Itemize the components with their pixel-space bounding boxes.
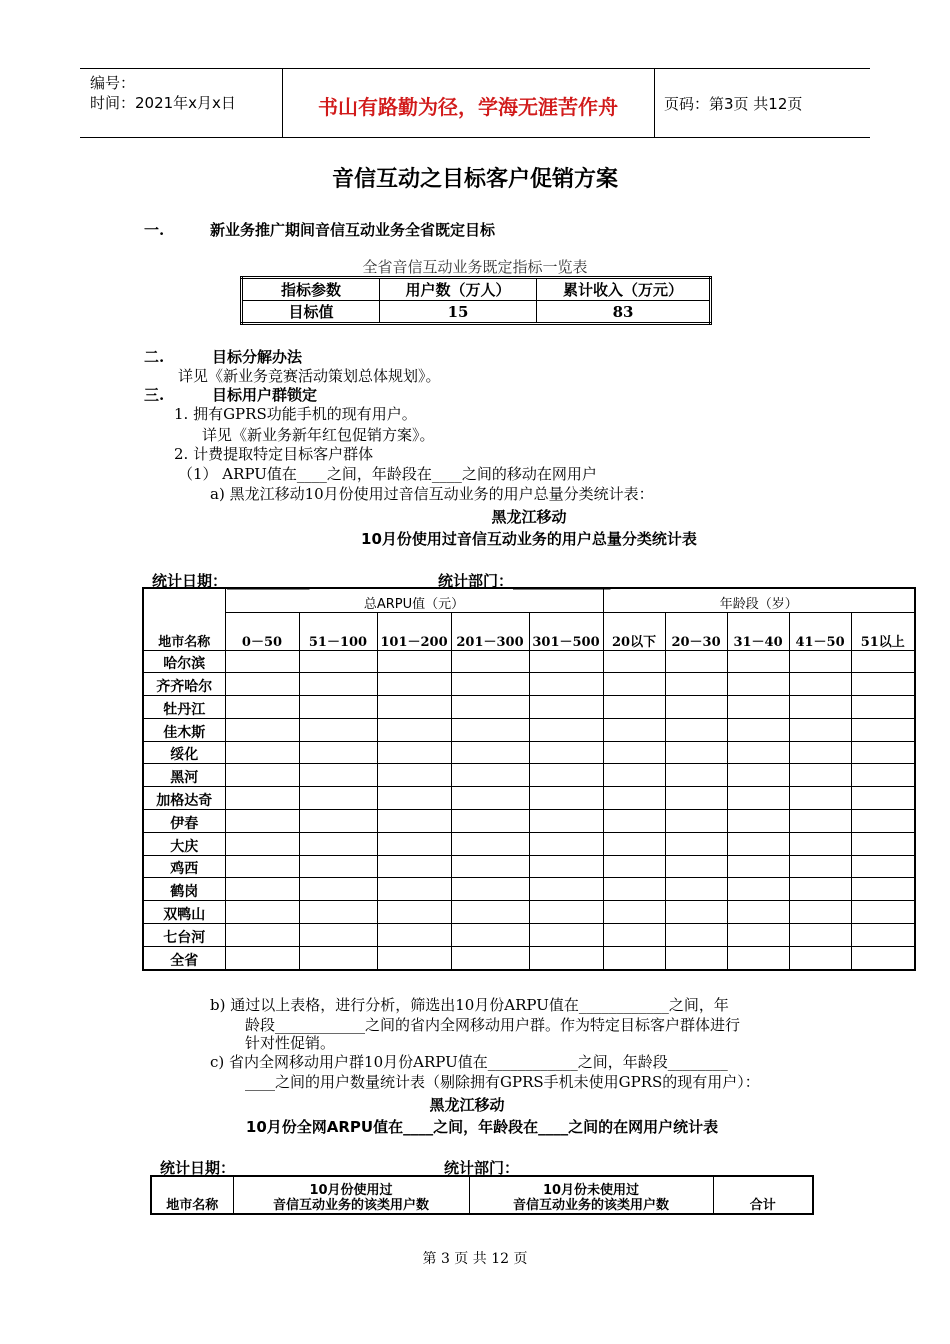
document-number-label: 编号： <box>90 74 136 92</box>
stats-empty-cell <box>529 741 603 764</box>
target-revenue-value: 83 <box>537 301 711 324</box>
stats-arpu-col: 201－300 <box>451 612 529 650</box>
stats-empty-cell <box>451 901 529 924</box>
stats-city-cell: 鹤岗 <box>143 878 225 901</box>
stats-empty-cell <box>451 673 529 696</box>
stats-city-cell: 黑河 <box>143 764 225 787</box>
stats-city-cell: 绥化 <box>143 741 225 764</box>
stats-empty-cell <box>377 878 451 901</box>
table-row <box>143 718 915 741</box>
stats-empty-cell <box>225 673 299 696</box>
stats-empty-cell <box>299 764 377 787</box>
stats-empty-cell <box>665 718 727 741</box>
stats-empty-cell <box>851 718 915 741</box>
user-col-city: 地市名称 <box>151 1176 233 1214</box>
stats-empty-cell <box>851 878 915 901</box>
stats-empty-cell <box>727 741 789 764</box>
section2-heading: 目标分解办法 <box>212 348 303 366</box>
header-page-info: 页码：第3页 共12页 <box>664 95 803 113</box>
stats-empty-cell <box>529 764 603 787</box>
stats-city-cell: 哈尔滨 <box>143 650 225 673</box>
stats-city-cell: 牡丹江 <box>143 696 225 719</box>
user-col-used: 10月份使用过 音信互动业务的该类用户数 <box>233 1176 469 1214</box>
stats-empty-cell <box>225 810 299 833</box>
table-row <box>143 673 915 696</box>
stats-empty-cell <box>665 787 727 810</box>
stats-city-cell: 鸡西 <box>143 855 225 878</box>
stats-age-col: 51以上 <box>851 612 915 650</box>
stats-empty-cell <box>451 787 529 810</box>
table-row <box>143 787 915 810</box>
table-row <box>143 924 915 947</box>
stats-empty-cell <box>225 901 299 924</box>
stats-empty-cell <box>377 855 451 878</box>
header-divider-right <box>654 69 655 137</box>
stats-empty-cell <box>299 901 377 924</box>
stats-empty-cell <box>529 696 603 719</box>
stats-empty-cell <box>299 696 377 719</box>
stats-city-cell: 全省 <box>143 946 225 970</box>
stats-empty-cell <box>377 832 451 855</box>
stats-empty-cell <box>377 946 451 970</box>
stats-empty-cell <box>299 650 377 673</box>
stats-empty-cell <box>603 741 665 764</box>
stats-age-header: 年龄段（岁） <box>603 588 915 612</box>
stats-empty-cell <box>851 741 915 764</box>
stats-arpu-header: 总ARPU值（元） <box>225 588 603 612</box>
stats-empty-cell <box>789 946 851 970</box>
document-title: 音信互动之目标客户促销方案 <box>331 167 618 192</box>
stats-empty-cell <box>225 696 299 719</box>
stats-empty-cell <box>603 832 665 855</box>
stats-empty-cell <box>665 832 727 855</box>
stats-city-cell: 伊春 <box>143 810 225 833</box>
stats-empty-cell <box>603 855 665 878</box>
stats-empty-cell <box>665 855 727 878</box>
stats-city-cell: 齐齐哈尔 <box>143 673 225 696</box>
table-row <box>143 741 915 764</box>
section3-sub1: （1） ARPU值在____之间，年龄段在____之间的移动在网用户 <box>178 465 597 483</box>
section3-item1: 1. 拥有GPRS功能手机的现有用户。 <box>174 405 417 423</box>
stats-age-col: 20以下 <box>603 612 665 650</box>
stats-empty-cell <box>789 810 851 833</box>
target-table-caption: 全省音信互动业务既定指标一览表 <box>362 258 588 276</box>
stats-empty-cell <box>529 901 603 924</box>
user-col-unused: 10月份未使用过 音信互动业务的该类用户数 <box>469 1176 713 1214</box>
stats-empty-cell <box>377 696 451 719</box>
stats-empty-cell <box>665 696 727 719</box>
user-table-company: 黑龙江移动 <box>429 1096 505 1114</box>
stats-empty-cell <box>377 901 451 924</box>
table-row <box>143 901 915 924</box>
stats-empty-cell <box>377 764 451 787</box>
stats-arpu-col: 51－100 <box>299 612 377 650</box>
stats-empty-cell <box>727 673 789 696</box>
stats-empty-cell <box>665 764 727 787</box>
stats-empty-cell <box>851 787 915 810</box>
stats-empty-cell <box>451 878 529 901</box>
section2-number: 二. <box>144 348 165 366</box>
user-table <box>150 1175 814 1215</box>
section3-sub-c-line1: c) 省内全网移动用户群10月份ARPU值在____________之间，年龄段________ <box>210 1053 728 1071</box>
stats-empty-cell <box>225 946 299 970</box>
stats-empty-cell <box>451 832 529 855</box>
stats-age-col: 41－50 <box>789 612 851 650</box>
stats-empty-cell <box>851 946 915 970</box>
stats-empty-cell <box>789 673 851 696</box>
stats-empty-cell <box>603 787 665 810</box>
stats-empty-cell <box>851 650 915 673</box>
stats-empty-cell <box>299 673 377 696</box>
stats-city-cell: 佳木斯 <box>143 718 225 741</box>
stats-empty-cell <box>789 855 851 878</box>
section1-heading: 新业务推广期间音信互动业务全省既定目标 <box>210 221 496 239</box>
stats-arpu-col: 101－200 <box>377 612 451 650</box>
stats-empty-cell <box>603 696 665 719</box>
stats-empty-cell <box>225 650 299 673</box>
stats-empty-cell <box>727 946 789 970</box>
stats-empty-cell <box>665 878 727 901</box>
section3-sub-c-line2: ____之间的用户数量统计表（剔除拥有GPRS手机未使用GPRS的现有用户）： <box>245 1073 760 1091</box>
section3-sub-a: a) 黑龙江移动10月份使用过音信互动业务的用户总量分类统计表： <box>210 485 654 503</box>
stats-empty-cell <box>377 924 451 947</box>
stats-empty-cell <box>225 878 299 901</box>
table-row <box>143 650 915 673</box>
stats-city-cell: 七台河 <box>143 924 225 947</box>
stats-date-label: 统计日期：___________ <box>152 572 310 590</box>
stats-city-header: 地市名称 <box>143 588 225 650</box>
stats-empty-cell <box>299 878 377 901</box>
stats-empty-cell <box>789 787 851 810</box>
stats-empty-cell <box>665 946 727 970</box>
stats-empty-cell <box>529 810 603 833</box>
stats-empty-cell <box>851 832 915 855</box>
stats-empty-cell <box>299 924 377 947</box>
stats-empty-cell <box>789 901 851 924</box>
stats-empty-cell <box>451 764 529 787</box>
table-row <box>143 810 915 833</box>
header-motto: 书山有路勤为径，学海无涯苦作舟 <box>318 95 618 119</box>
page-footer: 第 3 页 共 12 页 <box>422 1251 528 1267</box>
stats-empty-cell <box>377 673 451 696</box>
stats-empty-cell <box>225 832 299 855</box>
stats-empty-cell <box>727 650 789 673</box>
stats-table-title: 10月份使用过音信互动业务的用户总量分类统计表 <box>361 530 697 548</box>
stats-empty-cell <box>451 946 529 970</box>
stats-empty-cell <box>451 924 529 947</box>
stats-empty-cell <box>529 924 603 947</box>
stats-empty-cell <box>603 924 665 947</box>
stats-empty-cell <box>603 764 665 787</box>
stats-age-col: 20－30 <box>665 612 727 650</box>
stats-city-cell: 双鸭山 <box>143 901 225 924</box>
stats-empty-cell <box>851 764 915 787</box>
stats-city-cell: 加格达奇 <box>143 787 225 810</box>
stats-empty-cell <box>377 787 451 810</box>
stats-empty-cell <box>727 901 789 924</box>
section2-text: 详见《新业务竞赛活动策划总体规划》。 <box>178 367 441 385</box>
stats-empty-cell <box>225 855 299 878</box>
stats-empty-cell <box>789 718 851 741</box>
section1-number: 一. <box>144 221 165 239</box>
stats-empty-cell <box>299 787 377 810</box>
stats-empty-cell <box>851 810 915 833</box>
table-row <box>143 946 915 970</box>
stats-empty-cell <box>665 901 727 924</box>
target-users-value: 15 <box>380 301 537 324</box>
stats-empty-cell <box>377 718 451 741</box>
stats-empty-cell <box>727 718 789 741</box>
target-col-param: 指标参数 <box>242 278 380 301</box>
stats-empty-cell <box>299 810 377 833</box>
table-row <box>143 696 915 719</box>
section3-sub-b-line1: b) 通过以上表格，进行分析，筛选出10月份ARPU值在____________之间，年 <box>210 996 729 1014</box>
stats-empty-cell <box>603 673 665 696</box>
stats-empty-cell <box>451 855 529 878</box>
target-col-users: 用户数（万人） <box>380 278 537 301</box>
stats-empty-cell <box>727 878 789 901</box>
section3-number: 三. <box>144 386 165 404</box>
stats-empty-cell <box>529 673 603 696</box>
stats-empty-cell <box>789 650 851 673</box>
stats-empty-cell <box>299 855 377 878</box>
stats-empty-cell <box>451 741 529 764</box>
stats-empty-cell <box>451 650 529 673</box>
stats-empty-cell <box>789 764 851 787</box>
stats-empty-cell <box>225 718 299 741</box>
stats-empty-cell <box>529 832 603 855</box>
stats-age-col: 31－40 <box>727 612 789 650</box>
stats-empty-cell <box>851 901 915 924</box>
target-row-label: 目标值 <box>242 301 380 324</box>
table-row <box>143 832 915 855</box>
table-row <box>143 855 915 878</box>
document-date: 时间：2021年x月x日 <box>90 94 236 112</box>
stats-empty-cell <box>851 924 915 947</box>
stats-empty-cell <box>727 696 789 719</box>
stats-empty-cell <box>299 741 377 764</box>
stats-empty-cell <box>851 696 915 719</box>
stats-empty-cell <box>727 832 789 855</box>
stats-empty-cell <box>225 741 299 764</box>
stats-empty-cell <box>529 718 603 741</box>
section3-item1-detail: 详见《新业务新年红包促销方案》。 <box>202 426 435 444</box>
stats-empty-cell <box>727 855 789 878</box>
stats-empty-cell <box>851 673 915 696</box>
stats-empty-cell <box>299 832 377 855</box>
stats-empty-cell <box>529 878 603 901</box>
stats-empty-cell <box>225 787 299 810</box>
stats-empty-cell <box>665 924 727 947</box>
stats-empty-cell <box>451 810 529 833</box>
stats-dept-label: 统计部门：_____________ <box>438 572 611 590</box>
header-meta <box>90 73 236 113</box>
stats-arpu-col: 301－500 <box>529 612 603 650</box>
stats-empty-cell <box>529 855 603 878</box>
page-header <box>80 68 870 138</box>
section3-sub-b-line3: 针对性促销。 <box>245 1034 336 1052</box>
stats-empty-cell <box>665 650 727 673</box>
stats-empty-cell <box>451 718 529 741</box>
stats-empty-cell <box>665 741 727 764</box>
stats-empty-cell <box>789 696 851 719</box>
target-col-revenue: 累计收入（万元） <box>537 278 711 301</box>
stats-empty-cell <box>377 810 451 833</box>
stats-arpu-col: 0－50 <box>225 612 299 650</box>
stats-empty-cell <box>603 901 665 924</box>
stats-empty-cell <box>603 878 665 901</box>
section3-item2: 2. 计费提取特定目标客户群体 <box>174 445 374 463</box>
stats-empty-cell <box>377 741 451 764</box>
stats-table-company: 黑龙江移动 <box>491 508 567 526</box>
table-row <box>143 764 915 787</box>
user-date-label: 统计日期：___________ <box>160 1159 318 1177</box>
stats-empty-cell <box>727 764 789 787</box>
table-row <box>143 878 915 901</box>
stats-empty-cell <box>851 855 915 878</box>
user-dept-label: 统计部门：_____________ <box>444 1159 617 1177</box>
user-table-title: 10月份全网ARPU值在____之间，年龄段在____之间的在网用户统计表 <box>245 1118 719 1136</box>
stats-empty-cell <box>529 787 603 810</box>
stats-empty-cell <box>789 878 851 901</box>
stats-empty-cell <box>451 696 529 719</box>
stats-empty-cell <box>603 650 665 673</box>
stats-empty-cell <box>299 718 377 741</box>
stats-empty-cell <box>299 946 377 970</box>
stats-empty-cell <box>789 832 851 855</box>
stats-table <box>142 587 916 971</box>
stats-empty-cell <box>727 924 789 947</box>
stats-empty-cell <box>727 810 789 833</box>
stats-empty-cell <box>529 946 603 970</box>
stats-empty-cell <box>225 924 299 947</box>
stats-empty-cell <box>789 741 851 764</box>
stats-city-cell: 大庆 <box>143 832 225 855</box>
stats-empty-cell <box>225 764 299 787</box>
stats-empty-cell <box>377 650 451 673</box>
stats-empty-cell <box>529 650 603 673</box>
stats-empty-cell <box>603 718 665 741</box>
stats-empty-cell <box>789 924 851 947</box>
section3-sub-b-line2: 龄段____________之间的省内全网移动用户群。作为特定目标客户群体进行 <box>245 1016 741 1034</box>
stats-empty-cell <box>603 810 665 833</box>
section3-heading: 目标用户群锁定 <box>212 386 318 404</box>
stats-empty-cell <box>727 787 789 810</box>
stats-empty-cell <box>665 810 727 833</box>
target-table <box>240 276 712 325</box>
stats-empty-cell <box>665 673 727 696</box>
user-col-total: 合计 <box>713 1176 813 1214</box>
stats-empty-cell <box>603 946 665 970</box>
